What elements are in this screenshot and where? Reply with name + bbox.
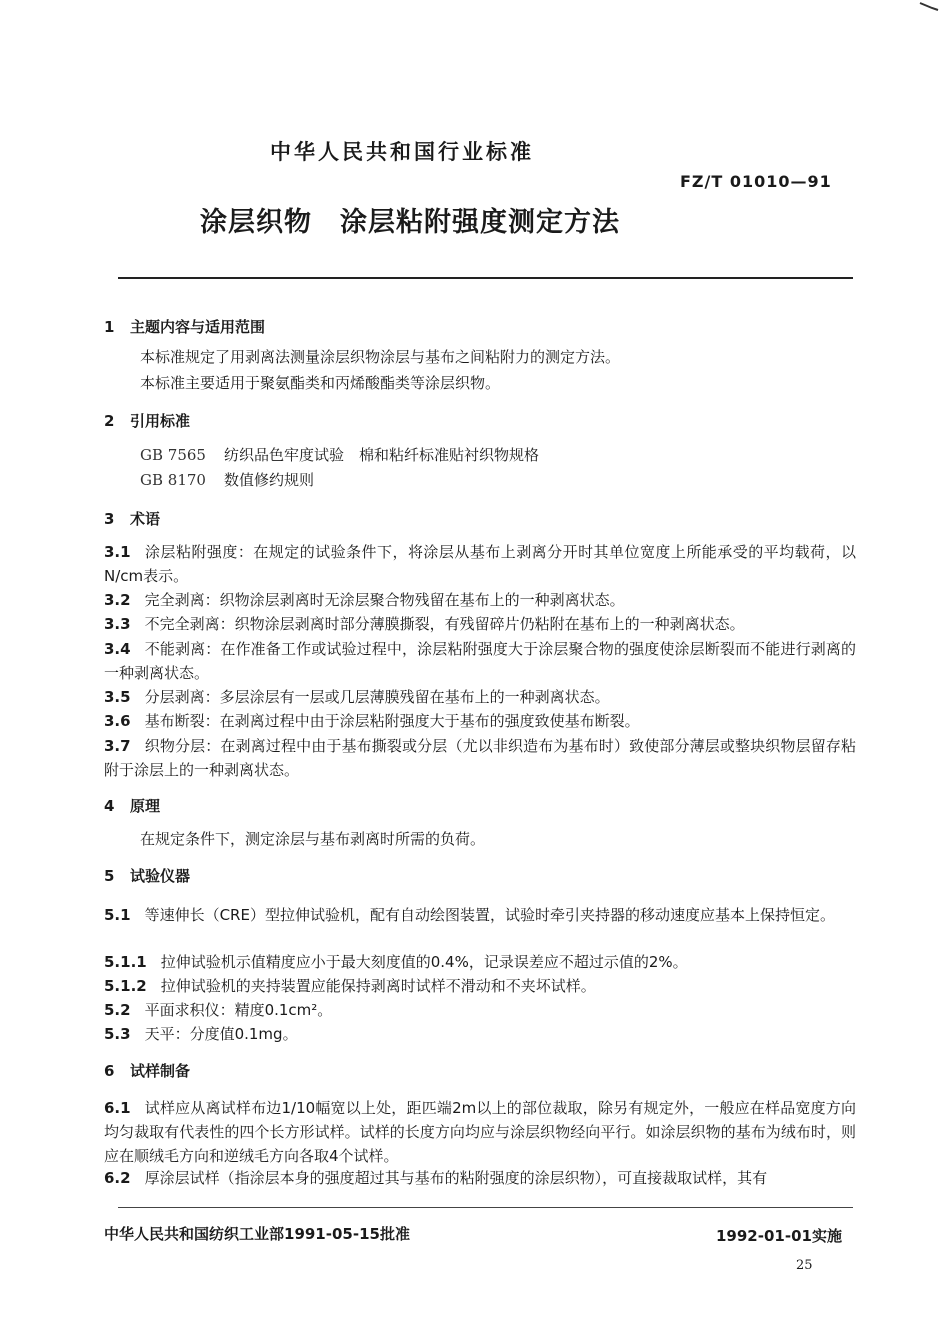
clause-3-7 [104,734,856,782]
document-title-part-a: 涂层织物 [200,207,312,238]
reference-title: 数值修约规则 [224,471,315,489]
clause-6-1 [104,1096,856,1168]
section-1-paragraph-1: 本标准规定了用剥离法测量涂层织物涂层与基布之间粘附力的测定方法。 [140,348,621,366]
section-title: 主题内容与适用范围 [130,318,266,336]
document-title-part-b: 涂层粘附强度测定方法 [340,207,620,238]
clause-number: 6.1 [104,1099,131,1117]
clause-number: 5.1.2 [104,977,147,995]
section-number: 5 [104,867,115,885]
footer-divider [118,1207,853,1208]
clause-3-3 [104,612,856,636]
approval-line: 中华人民共和国纺织工业部1991-05-15批准 [104,1225,410,1243]
section-4-paragraph: 在规定条件下，测定涂层与基布剥离时所需的负荷。 [140,830,486,848]
standard-code: FZ/T 01010—91 [680,172,832,191]
section-5-heading [104,865,190,886]
header-divider [118,277,853,279]
clause-number: 3.7 [104,737,131,755]
clause-3-4 [104,637,856,685]
section-2-heading [104,410,190,431]
clause-6-2 [104,1166,856,1190]
clause-5-2 [104,998,856,1022]
clause-number: 5.3 [104,1025,131,1043]
clause-text: 拉伸试验机示值精度应小于最大刻度值的0.4%，记录误差应不超过示值的2%。 [160,953,688,971]
clause-5-3 [104,1022,856,1046]
clause-5-1-1 [104,950,856,974]
section-number: 4 [104,797,115,815]
clause-5-1 [104,903,856,927]
clause-text: 分层剥离：多层涂层有一层或几层薄膜残留在基布上的一种剥离状态。 [144,688,610,706]
clause-number: 5.1 [104,906,131,924]
clause-number: 3.5 [104,688,131,706]
clause-3-1 [104,540,856,588]
section-1-heading [104,316,265,337]
clause-3-2 [104,588,856,612]
section-6-heading [104,1060,190,1081]
document-title [200,200,620,239]
section-title: 试验仪器 [130,867,191,885]
clause-text: 平面求积仪：精度0.1cm²。 [144,1001,333,1019]
clause-number: 3.4 [104,640,131,658]
clause-text: 天平：分度值0.1mg。 [144,1025,298,1043]
clause-text: 等速伸长（CRE）型拉伸试验机，配有自动绘图装置，试验时牵引夹持器的移动速度应基本上保持恒定。 [144,906,835,924]
section-number: 1 [104,318,115,336]
clause-text: 不能剥离：在作准备工作或试验过程中，涂层粘附强度大于涂层聚合物的强度使涂层断裂而不能进行剥离的一种剥离状态。 [104,640,856,682]
reference-code: GB 8170 [140,471,206,489]
section-number: 3 [104,510,115,528]
section-4-heading [104,795,160,816]
clause-number: 3.6 [104,712,131,730]
clause-number: 5.1.1 [104,953,147,971]
clause-3-6 [104,709,856,733]
reference-code: GB 7565 [140,446,206,464]
effective-date: 1992-01-01实施 [716,1227,842,1245]
standard-category-title: 中华人民共和国行业标准 [270,140,534,164]
clause-text: 拉伸试验机的夹持装置应能保持剥离时试样不滑动和不夹坏试样。 [160,977,596,995]
clause-number: 6.2 [104,1169,131,1187]
reference-item [140,469,314,490]
clause-number: 3.2 [104,591,131,609]
section-title: 引用标准 [130,412,191,430]
clause-3-5 [104,685,856,709]
page-number: 25 [796,1258,813,1273]
section-title: 术语 [130,510,161,528]
section-3-heading [104,508,160,529]
section-number: 2 [104,412,115,430]
clause-number: 5.2 [104,1001,131,1019]
clause-number: 3.1 [104,543,131,561]
clause-text: 织物分层：在剥离过程中由于基布撕裂或分层（尤以非织造布为基布时）致使部分薄层或整块织物层留存粘附于涂层上的一种剥离状态。 [104,737,856,779]
reference-title: 纺织品色牢度试验 棉和粘纤标准贴衬织物规格 [224,446,540,464]
scan-mark-icon [918,2,946,12]
clause-text: 涂层粘附强度：在规定的试验条件下，将涂层从基布上剥离分开时其单位宽度上所能承受的平均载荷，以N/cm表示。 [104,543,856,585]
reference-item [140,444,539,465]
clause-text: 完全剥离：织物涂层剥离时无涂层聚合物残留在基布上的一种剥离状态。 [144,591,625,609]
section-number: 6 [104,1062,115,1080]
section-title: 试样制备 [130,1062,191,1080]
clause-text: 基布断裂：在剥离过程中由于涂层粘附强度大于基布的强度致使基布断裂。 [144,712,640,730]
clause-text: 厚涂层试样（指涂层本身的强度超过其与基布的粘附强度的涂层织物），可直接裁取试样，其有 [144,1169,768,1187]
clause-number: 3.3 [104,615,131,633]
clause-5-1-2 [104,974,856,998]
section-title: 原理 [130,797,161,815]
clause-text: 不完全剥离：织物涂层剥离时部分薄膜撕裂，有残留碎片仍粘附在基布上的一种剥离状态。 [144,615,745,633]
clause-text: 试样应从离试样布边1/10幅宽以上处，距匹端2m以上的部位裁取，除另有规定外，一般应在样品宽度方向均匀裁取有代表性的四个长方形试样。试样的长度方向均应与涂层织物经向平行。如涂层织物的基布为绒布时，则应在顺绒毛方向和逆绒毛方向各取4个试样。 [104,1099,856,1165]
section-1-paragraph-2: 本标准主要适用于聚氨酯类和丙烯酸酯类等涂层织物。 [140,374,501,392]
